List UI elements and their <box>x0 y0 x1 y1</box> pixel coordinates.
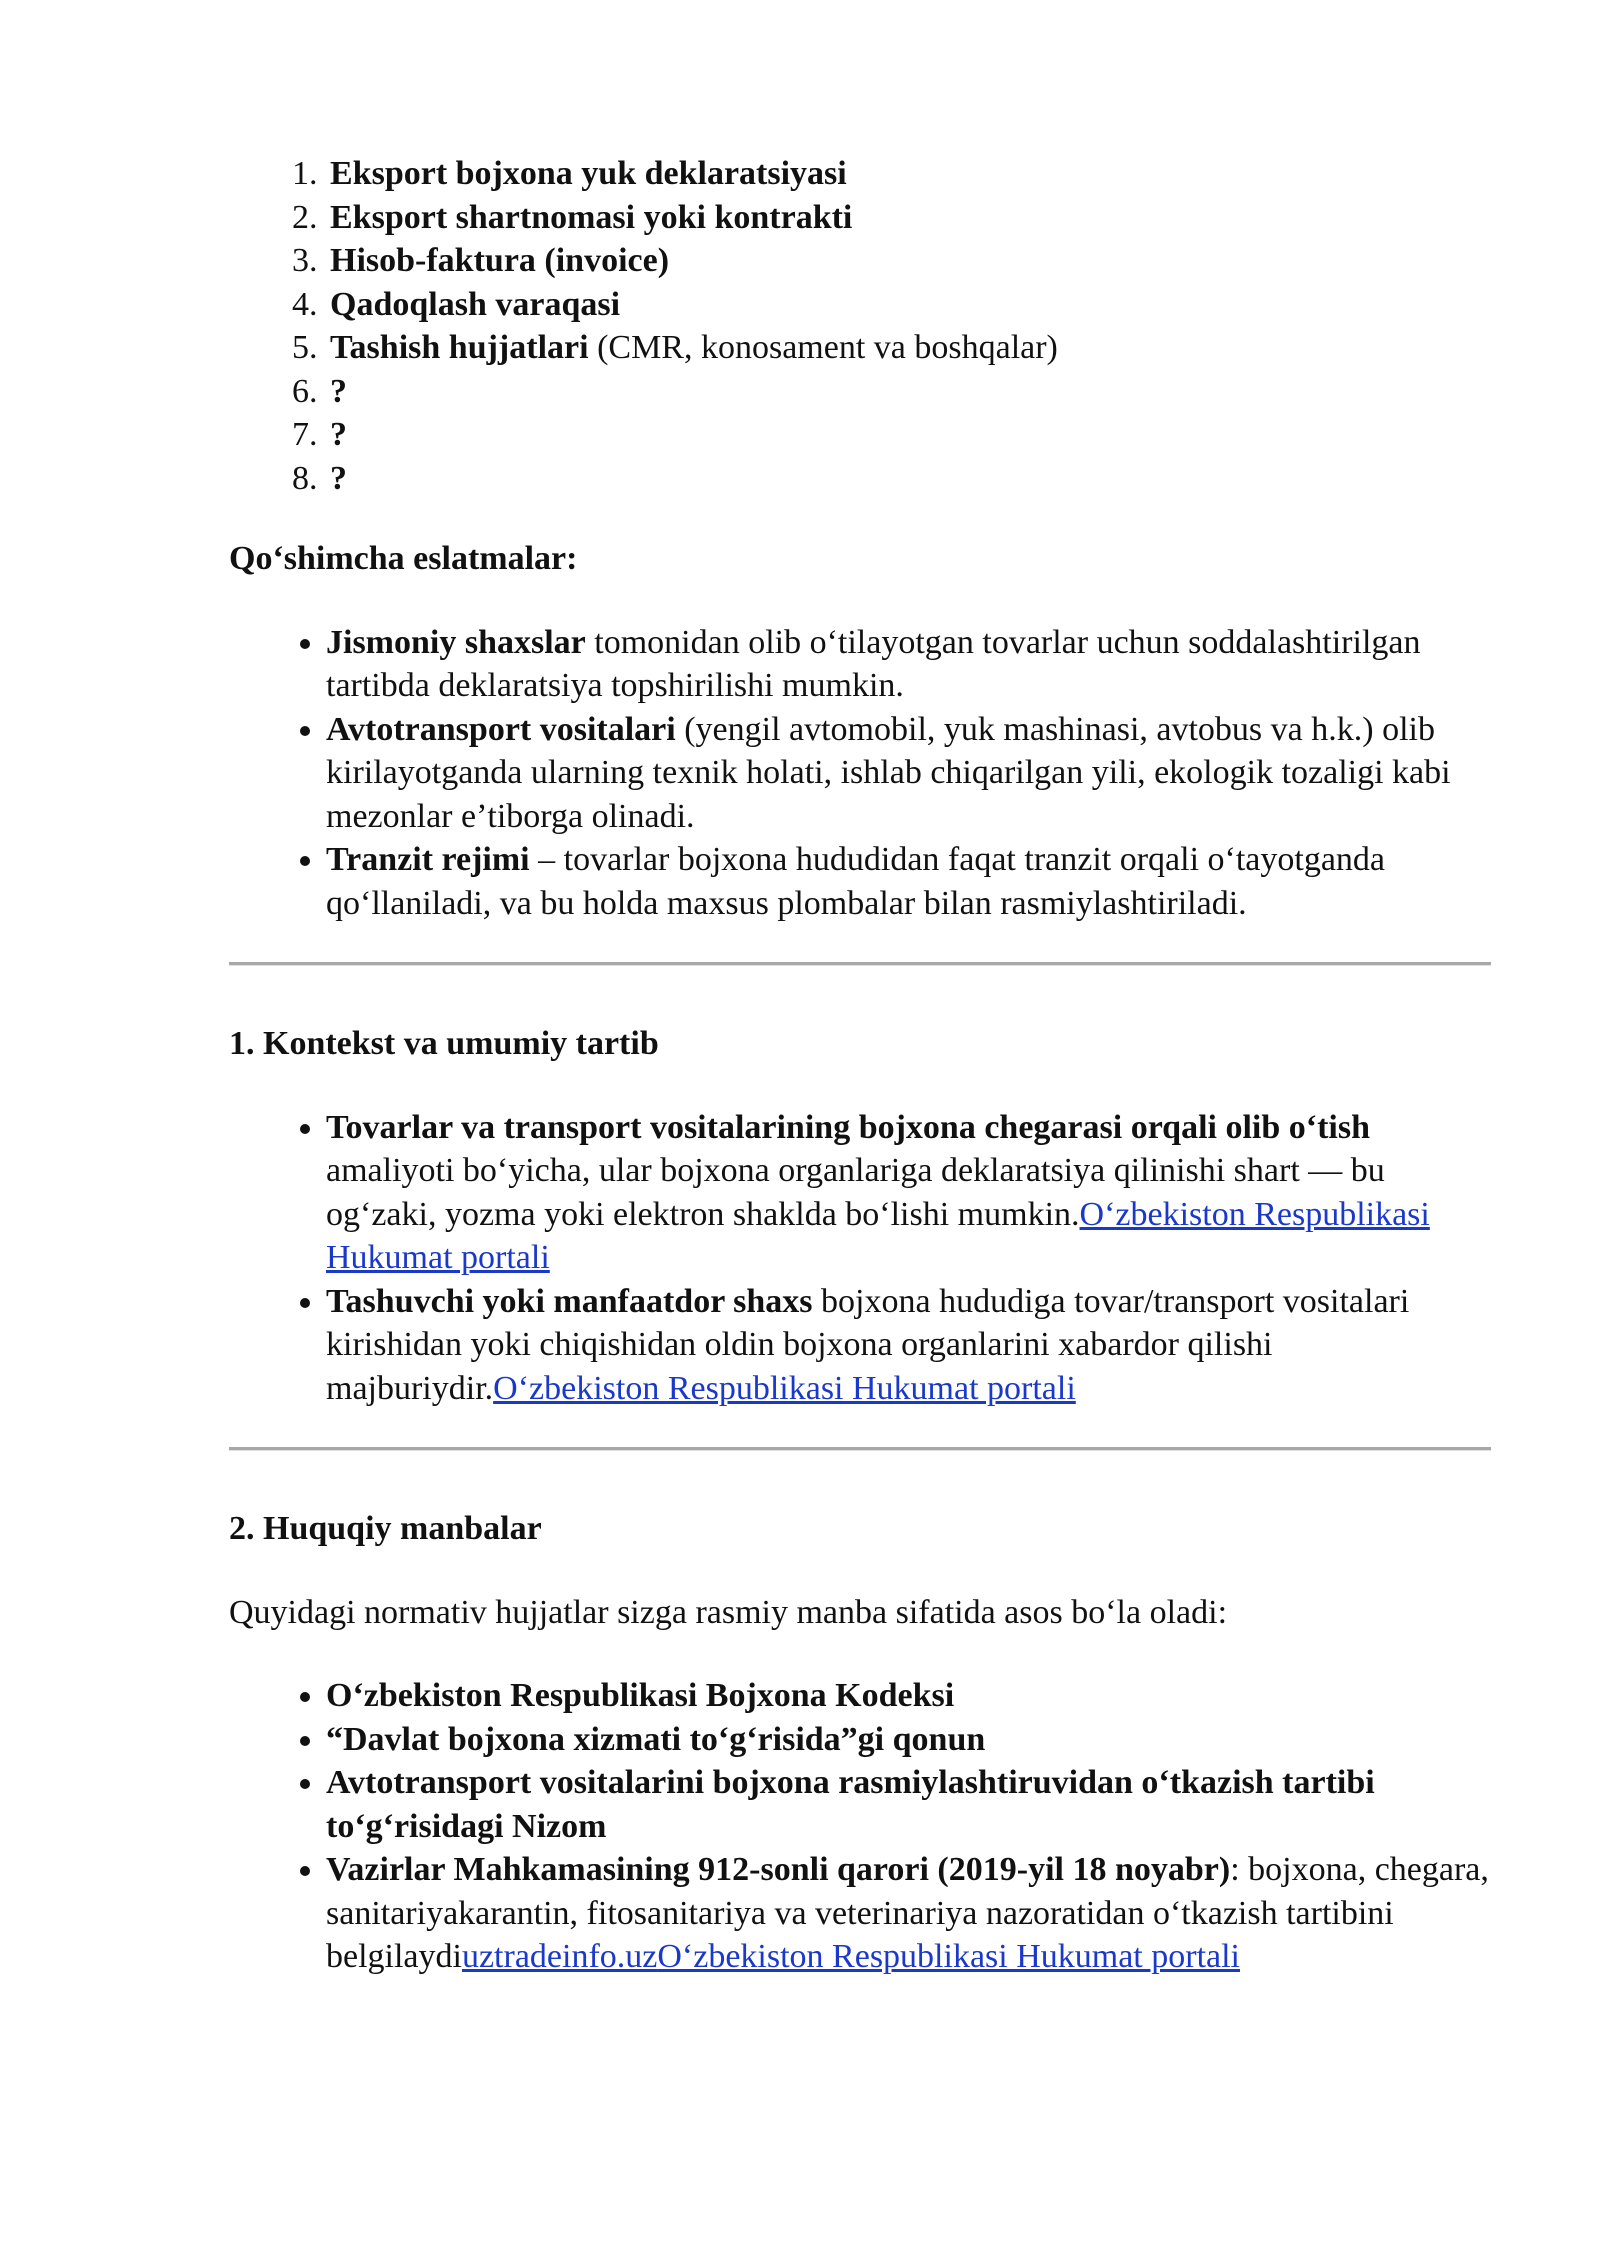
list-item: 7. ? <box>326 413 1491 457</box>
list-item: • Tashuvchi yoki manfaatdor shaxs bojxona hududiga tovar/transport vositalari kirishidan yoki chiqishidan oldin bojxona organlarini xabardor qilishi majburiydir.Oʻzbekiston Respublikasi Hukumat portali <box>326 1280 1491 1411</box>
list-item: 1. Eksport bojxona yuk deklaratsiyasi <box>326 152 1491 196</box>
gov-portal-link[interactable]: Oʻzbekiston Respublikasi Hukumat portali <box>326 1195 1430 1276</box>
section1-heading: 1. Kontekst va umumiy tartib <box>229 1025 659 1062</box>
list-item: • Avtotransport vositalari (yengil avtomobil, yuk mashinasi, avtobus va h.k.) olib kirilayotganda ularning texnik holati, ishlab chiqarilgan yili, ekologik tozaligi kabi mezonlar eʼtiborga olinadi. <box>326 708 1491 839</box>
section1-list <box>229 1106 1491 1411</box>
list-item: • Tovarlar va transport vositalarining bojxona chegarasi orqali olib oʻtish amaliyoti boʻyicha, ular bojxona organlariga deklaratsiya qilinishi shart — bu ogʻzaki, yozma yoki elektron shaklda boʻlishi mumkin.Oʻzbekiston Respublikasi Hukumat portali <box>326 1106 1491 1280</box>
list-item: 5. Tashish hujjatlari (CMR, konosament va boshqalar) <box>326 326 1491 370</box>
gov-portal-link[interactable]: Oʻzbekiston Respublikasi Hukumat portali <box>657 1938 1241 1975</box>
document-page <box>229 152 1491 1979</box>
list-item: • Vazirlar Mahkamasining 912-sonli qarori (2019-yil 18 noyabr): bojxona, chegara, sanitariyakarantin, fitosanitariya va veterinariya nazoratidan oʻtkazish tartibini belgilaydiuztradeinfo.uzOʻzbekiston Respublikasi Hukumat portali <box>326 1848 1491 1979</box>
list-item: • Jismoniy shaxslar tomonidan olib oʻtilayotgan tovarlar uchun soddalashtirilgan tartibda deklaratsiya topshirilishi mumkin. <box>326 621 1491 708</box>
list-item: • Avtotransport vositalarini bojxona rasmiylashtiruvidan oʻtkazish tartibi toʻgʻrisidagi Nizom <box>326 1761 1491 1848</box>
list-item: • Tranzit rejimi – tovarlar bojxona hududidan faqat tranzit orqali oʻtayotganda qoʻllaniladi, va bu holda maxsus plombalar bilan rasmiylashtiriladi. <box>326 838 1491 925</box>
list-item: 3. Hisob-faktura (invoice) <box>326 239 1491 283</box>
required-documents-list <box>229 152 1491 500</box>
list-item: 4. Qadoqlash varaqasi <box>326 283 1491 327</box>
list-item: • “Davlat bojxona xizmati toʻgʻrisida”gi qonun <box>326 1718 1491 1762</box>
list-item: 8. ? <box>326 457 1491 501</box>
uztradeinfo-link[interactable]: uztradeinfo.uz <box>461 1938 658 1975</box>
notes-list <box>229 621 1491 926</box>
section2-heading: 2. Huquqiy manbalar <box>229 1510 542 1547</box>
list-item: • Oʻzbekiston Respublikasi Bojxona Kodeksi <box>326 1674 1491 1718</box>
gov-portal-link[interactable]: Oʻzbekiston Respublikasi Hukumat portali <box>493 1369 1076 1407</box>
notes-heading: Qoʻshimcha eslatmalar: <box>229 540 578 577</box>
list-item: 6. ? <box>326 370 1491 414</box>
section2-intro: Quyidagi normativ hujjatlar sizga rasmiy manba sifatida asos boʻla oladi: <box>229 1593 1228 1631</box>
list-item: 2. Eksport shartnomasi yoki kontrakti <box>326 196 1491 240</box>
section2-list <box>229 1674 1491 1979</box>
